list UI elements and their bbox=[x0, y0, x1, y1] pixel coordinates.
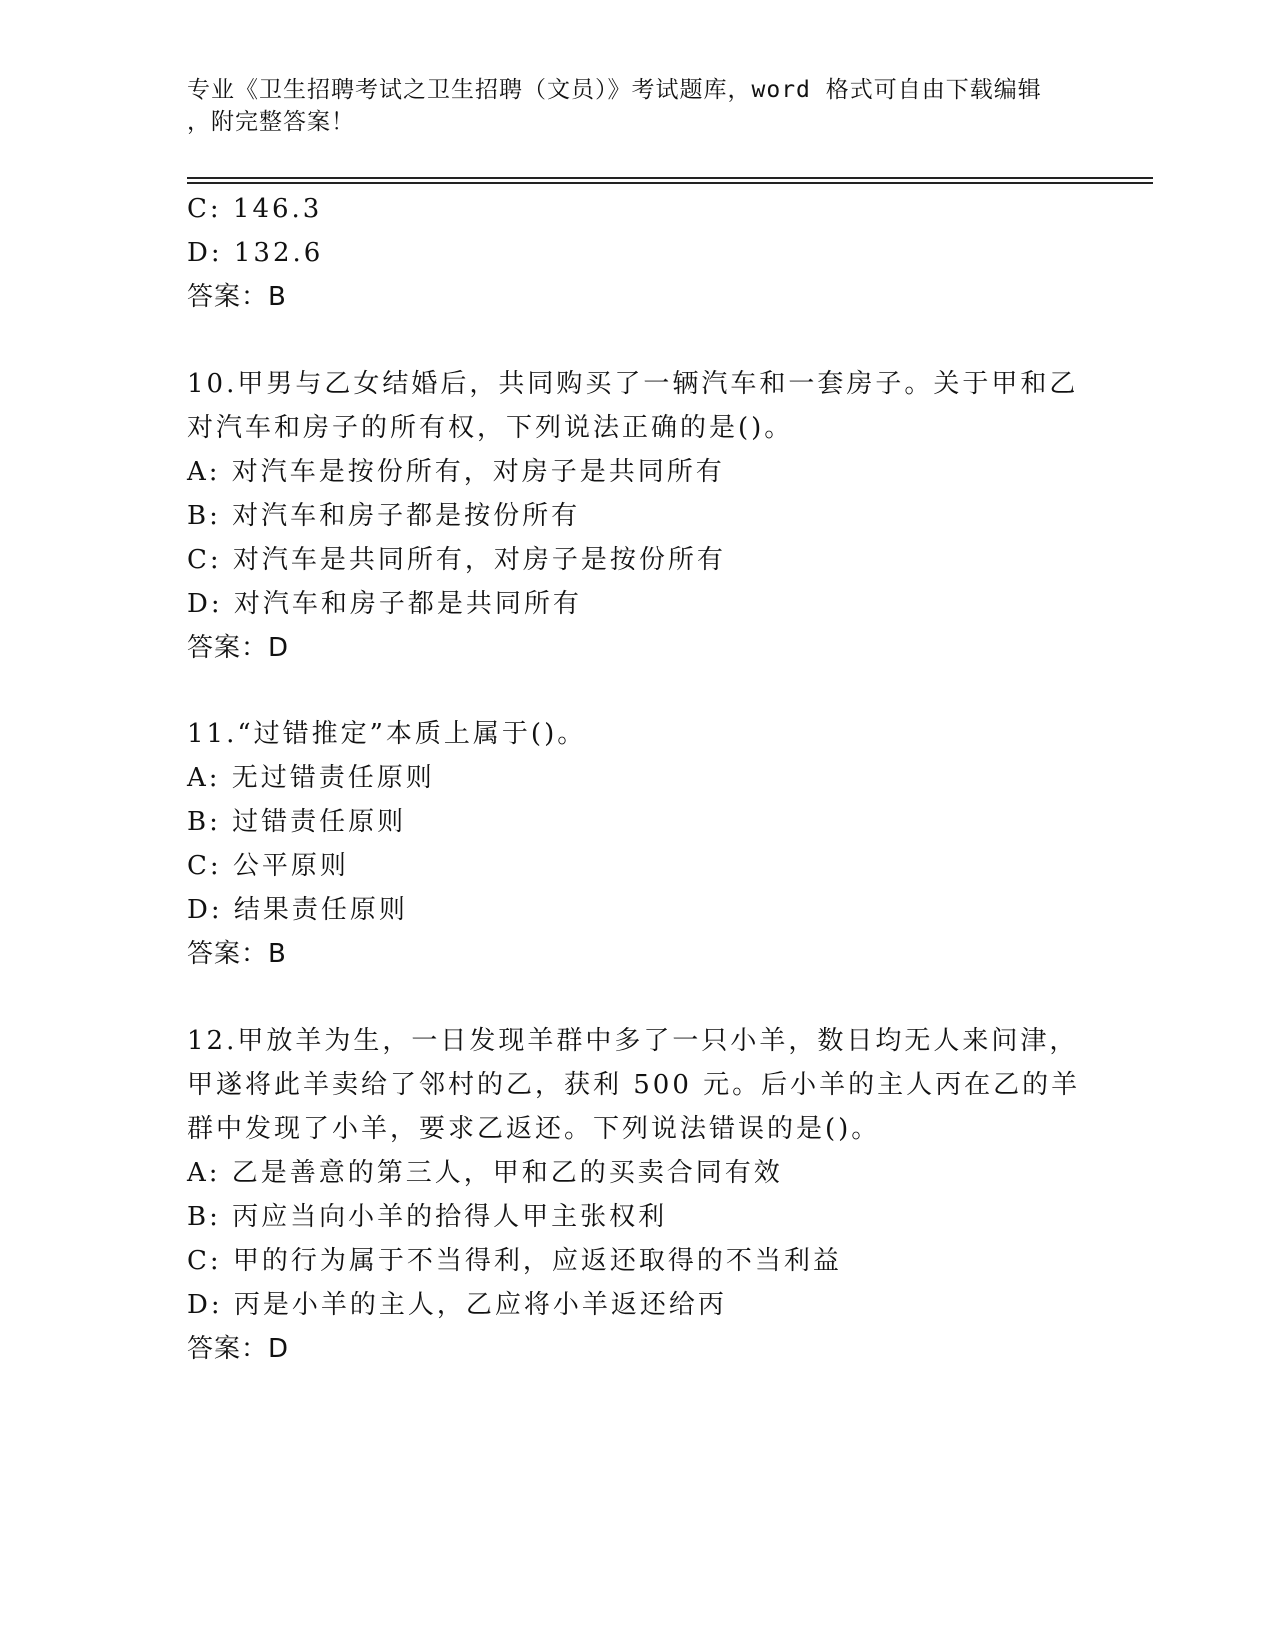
header-line-1: 专业《卫生招聘考试之卫生招聘（文员）》考试题库，word 格式可自由下载编辑 bbox=[187, 77, 1042, 103]
q12-option-a: A: 乙是善意的第三人，甲和乙的买卖合同有效 bbox=[187, 1158, 783, 1188]
q10-option-c: C: 对汽车是共同所有，对房子是按份所有 bbox=[187, 545, 726, 575]
q12-stem-line-1: 12.甲放羊为生，一日发现羊群中多了一只小羊，数日均无人来问津， bbox=[187, 1026, 1079, 1056]
q12-stem-line-2: 甲遂将此羊卖给了邻村的乙，获利 500 元。后小羊的主人丙在乙的羊 bbox=[187, 1070, 1081, 1100]
q10-option-b: B: 对汽车和房子都是按份所有 bbox=[187, 501, 581, 531]
q12-stem-line-3: 群中发现了小羊，要求乙返还。下列说法错误的是()。 bbox=[187, 1114, 881, 1144]
q10-option-a: A: 对汽车是按份所有，对房子是共同所有 bbox=[187, 457, 725, 487]
header-divider-bottom bbox=[187, 182, 1153, 184]
q11-option-a: A: 无过错责任原则 bbox=[187, 763, 435, 793]
q11-option-d: D: 结果责任原则 bbox=[187, 895, 408, 925]
prev-answer: 答案：B bbox=[187, 282, 287, 312]
q12-answer: 答案：D bbox=[187, 1334, 290, 1364]
q11-answer: 答案：B bbox=[187, 939, 287, 969]
document-header bbox=[187, 74, 1087, 138]
q10-answer: 答案：D bbox=[187, 633, 290, 663]
q12-option-b: B: 丙应当向小羊的拾得人甲主张权利 bbox=[187, 1202, 668, 1232]
prev-option-c: C: 146.3 bbox=[187, 194, 323, 224]
q10-stem-line-1: 10.甲男与乙女结婚后，共同购买了一辆汽车和一套房子。关于甲和乙 bbox=[187, 369, 1079, 399]
q11-option-b: B: 过错责任原则 bbox=[187, 807, 407, 837]
prev-option-d: D: 132.6 bbox=[187, 238, 324, 268]
q10-option-d: D: 对汽车和房子都是共同所有 bbox=[187, 589, 582, 619]
q12-option-d: D: 丙是小羊的主人，乙应将小羊返还给丙 bbox=[187, 1290, 727, 1320]
q11-option-c: C: 公平原则 bbox=[187, 851, 349, 881]
q11-stem-line-1: 11.“过错推定”本质上属于()。 bbox=[187, 719, 587, 749]
header-line-2: ，附完整答案！ bbox=[187, 109, 355, 135]
q10-stem-line-2: 对汽车和房子的所有权，下列说法正确的是()。 bbox=[187, 413, 794, 443]
header-divider-top bbox=[187, 177, 1153, 179]
q12-option-c: C: 甲的行为属于不当得利，应返还取得的不当利益 bbox=[187, 1246, 842, 1276]
